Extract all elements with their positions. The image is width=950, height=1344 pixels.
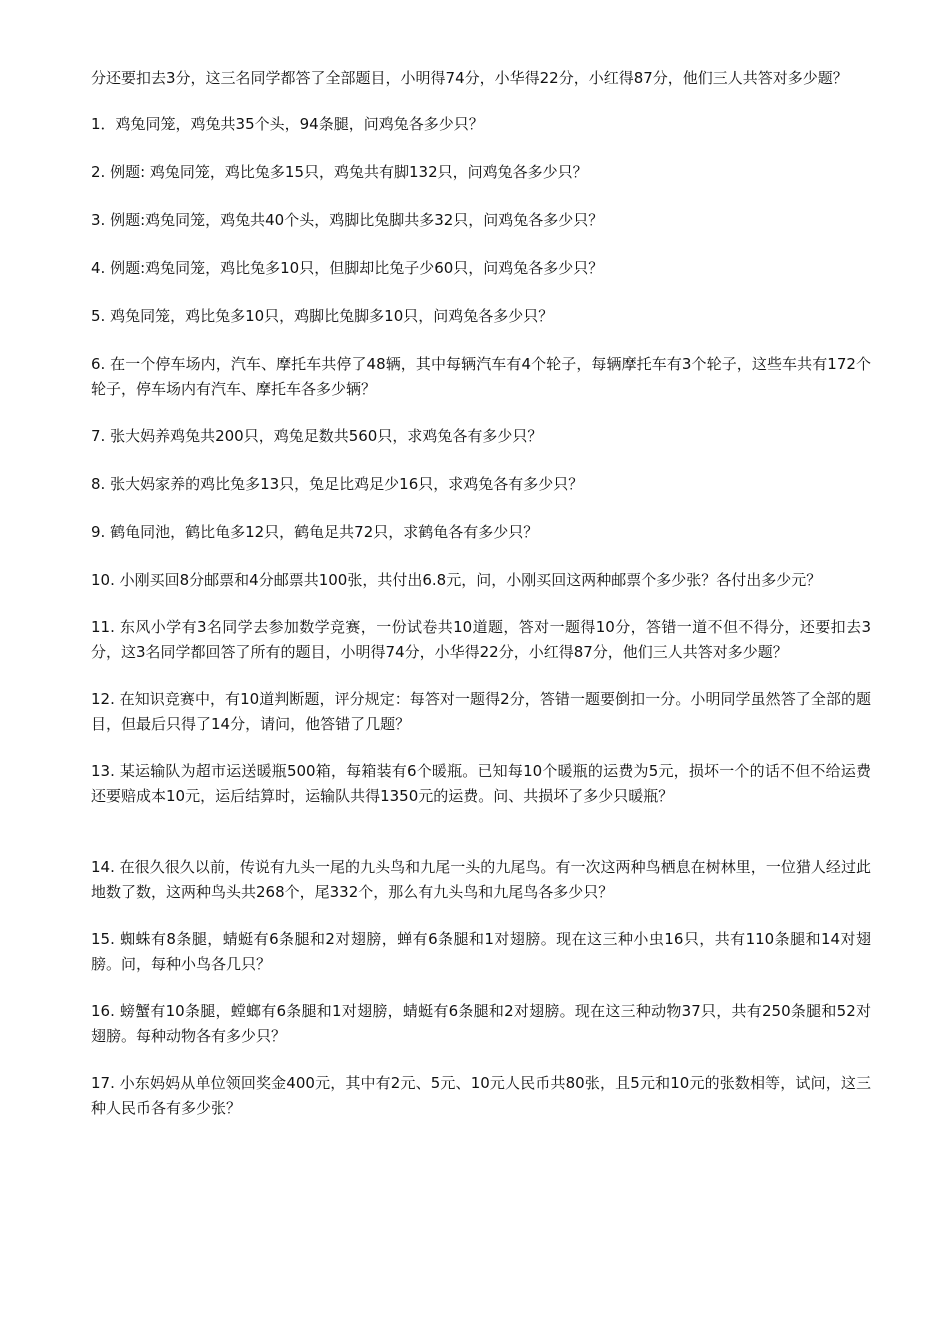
problem-10: 10. 小刚买回8分邮票和4分邮票共100张，共付出6.8元，问，小刚买回这两种邮票个多少张？各付出多少元？ <box>91 571 822 589</box>
problem-1: 1．鸡兔同笼，鸡兔共35个头，94条腿，问鸡兔各多少只？ <box>91 115 484 133</box>
problem-17: 17. 小东妈妈从单位领回奖金400元，其中有2元、5元、10元人民币共80张，且5元和10元的张数相等，试问，这三种人民币各有多少张？ <box>91 1074 871 1117</box>
problem-3: 3. 例题:鸡兔同笼，鸡兔共40个头，鸡脚比兔脚共多32只，问鸡兔各多少只？ <box>91 211 604 229</box>
problem-12: 12. 在知识竞赛中，有10道判断题，评分规定：每答对一题得2分，答错一题要倒扣一分。小明同学虽然答了全部的题目，但最后只得了14分，请问，他答错了几题？ <box>91 690 871 733</box>
document-page <box>91 66 871 1121</box>
problem-9: 9. 鹤龟同池，鹤比龟多12只，鹤龟足共72只，求鹤龟各有多少只？ <box>91 523 539 541</box>
problem-15: 15. 蜘蛛有8条腿，蜻蜓有6条腿和2对翅膀，蝉有6条腿和1对翅膀。现在这三种小虫16只，共有110条腿和14对翅膀。问，每种小鸟各几只？ <box>91 930 871 973</box>
problem-4: 4. 例题:鸡兔同笼，鸡比兔多10只，但脚却比兔子少60只，问鸡兔各多少只？ <box>91 259 604 277</box>
problem-8: 8. 张大妈家养的鸡比兔多13只，兔足比鸡足少16只，求鸡兔各有多少只？ <box>91 475 584 493</box>
problem-14: 14. 在很久很久以前，传说有九头一尾的九头鸟和九尾一头的九尾鸟。有一次这两种鸟栖息在树林里，一位猎人经过此地数了数，这两种鸟头共268个，尾332个，那么有九头鸟和九尾鸟各多少只？ <box>91 858 871 901</box>
problem-6: 6. 在一个停车场内，汽车、摩托车共停了48辆，其中每辆汽车有4个轮子，每辆摩托车有3个轮子，这些车共有172个轮子，停车场内有汽车、摩托车各多少辆？ <box>91 355 871 398</box>
problem-11: 11. 东风小学有3名同学去参加数学竞赛，一份试卷共10道题，答对一题得10分，答错一道不但不得分，还要扣去3分，这3名同学都回答了所有的题目，小明得74分，小华得22分，小红得87分，他们三人共答对多少题？ <box>91 618 871 661</box>
problem-2: 2. 例题: 鸡兔同笼，鸡比兔多15只，鸡兔共有脚132只，问鸡兔各多少只？ <box>91 163 588 181</box>
problem-5: 5. 鸡兔同笼，鸡比兔多10只，鸡脚比兔脚多10只，问鸡兔各多少只？ <box>91 307 554 325</box>
intro-paragraph: 分还要扣去3分，这三名同学都答了全部题目，小明得74分，小华得22分，小红得87分，他们三人共答对多少题？ <box>91 69 848 87</box>
problem-7: 7. 张大妈养鸡兔共200只，鸡兔足数共560只，求鸡兔各有多少只？ <box>91 427 543 445</box>
problem-16: 16. 螃蟹有10条腿，螳螂有6条腿和1对翅膀，蜻蜓有6条腿和2对翅膀。现在这三种动物37只，共有250条腿和52对翅膀。每种动物各有多少只？ <box>91 1002 871 1045</box>
problem-13: 13. 某运输队为超市运送暖瓶500箱，每箱装有6个暖瓶。已知每10个暖瓶的运费为5元，损坏一个的话不但不给运费还要赔成本10元，运后结算时，运输队共得1350元的运费。问、共损坏了多少只暖瓶？ <box>91 762 871 805</box>
